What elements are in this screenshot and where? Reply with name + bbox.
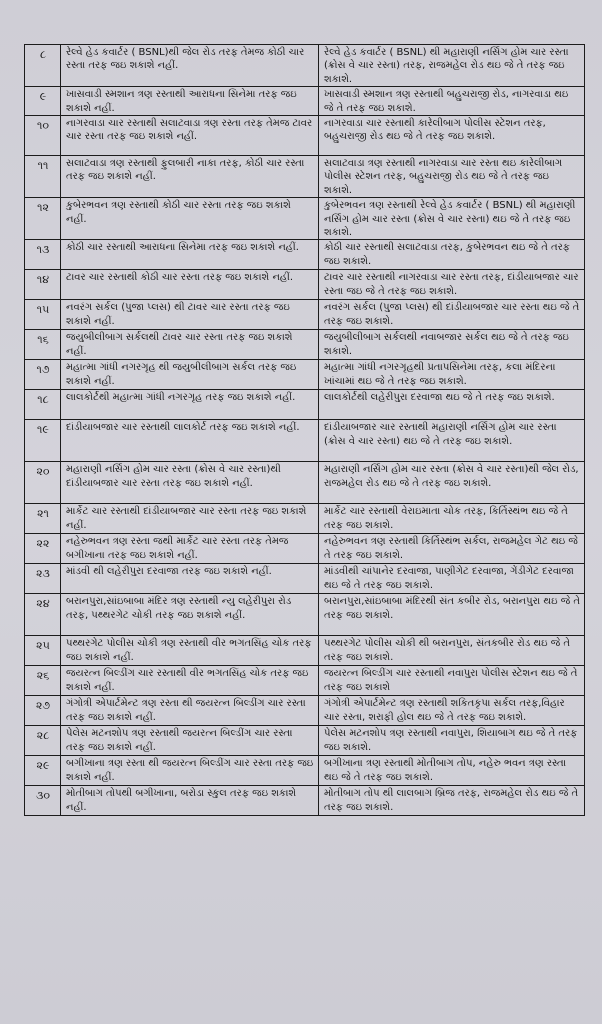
alternate-route: માંડવીથી ચાંપાનેર દરવાજા, પાણીગેટ દરવાજા, ગેંડીગેટ દરવાજા થઇ જે તે તરફ જઇ શકાશે.	[319, 564, 585, 594]
row-number: ૨૩	[25, 564, 61, 594]
table-row	[25, 45, 585, 87]
table-row	[25, 696, 585, 726]
restricted-route: રેલ્વે હેડ કવાર્ટર ( BSNL)થી જેલ રોડ તરફ તેમજ કોઠી ચાર રસ્તા તરફ જઇ શકાશે નહીં.	[61, 45, 319, 87]
table-body	[25, 45, 585, 816]
row-number: ૯	[25, 87, 61, 116]
alternate-route: જયુબીલીબાગ સર્કલથી નવાબજાર સર્કલ થઇ જે તે તરફ જઇ શકાશે.	[319, 330, 585, 360]
row-number: ૨૨	[25, 534, 61, 564]
row-number: ૧૦	[25, 116, 61, 156]
row-number: ૧૨	[25, 198, 61, 240]
alternate-route: પેલેસ મટનશોપ ત્રણ રસ્તાથી નવાપુરા, શિયાબાગ થઇ જે તે તરફ જઇ શકાશે.	[319, 726, 585, 756]
row-number: ૮	[25, 45, 61, 87]
table-row	[25, 462, 585, 504]
restricted-route: મહાત્મા ગાંધી નગરગૃહ થી જયુબીલીબાગ સર્કલ તરફ જઇ શકાશે નહીં.	[61, 360, 319, 390]
alternate-route: બરાનપુરા,સાંઇબાબા મંદિરથી સંત કબીર રોડ, બરાનપુરા થઇ જે તે તરફ જઇ શકાશે.	[319, 594, 585, 636]
table-row	[25, 564, 585, 594]
alternate-route: મોતીબાગ તોપ થી લાલબાગ બ્રિજ તરફ, રાજમહેલ રોડ થઇ જે તે તરફ જઇ શકાશે.	[319, 786, 585, 816]
table-row	[25, 726, 585, 756]
restricted-route: કોઠી ચાર રસ્તાથી આરાધના સિનેમા તરફ જઇ શકાશે નહીં.	[61, 240, 319, 270]
table-row	[25, 504, 585, 534]
row-number: ૧૩	[25, 240, 61, 270]
row-number: ૨૭	[25, 696, 61, 726]
row-number: ૧૮	[25, 390, 61, 420]
table-row	[25, 636, 585, 666]
table-row	[25, 786, 585, 816]
row-number: ૨૯	[25, 756, 61, 786]
restricted-route: નવરંગ સર્કલ (પુજા પ્લસ) થી ટાવર ચાર રસ્તા તરફ જઇ શકાશે નહીં.	[61, 300, 319, 330]
alternate-route: રેલ્વે હેડ કવાર્ટર ( BSNL) થી મહારાણી નર્સિંગ હોમ ચાર રસ્તા (ક્રોસ વે ચાર રસ્તા) તરફ, રાજમહેલ રોડ થઇ જે તે તરફ જઇ શકાશે.	[319, 45, 585, 87]
alternate-route: દાંડીયાબજાર ચાર રસ્તાથી મહારાણી નર્સિંગ હોમ ચાર રસ્તા (ક્રોસ વે ચાર રસ્તા) થઇ જે તે તરફ જઇ શકાશે.	[319, 420, 585, 462]
restricted-route: મોતીબાગ તોપથી બગીખાના, બરોડા સ્કુલ તરફ જઇ શકાશે નહીં.	[61, 786, 319, 816]
row-number: ૧૬	[25, 330, 61, 360]
restricted-route: માર્કેટ ચાર રસ્તાથી દાંડીયાબજાર ચાર રસ્તા તરફ જઇ શકાશે નહીં.	[61, 504, 319, 534]
table-row	[25, 534, 585, 564]
restricted-route: ગંગોત્રી એપાર્ટમેન્ટ ત્રણ રસ્તા થી જયરત્ન બિલ્ડીંગ ચાર રસ્તા તરફ જઇ શકાશે નહીં.	[61, 696, 319, 726]
alternate-route: મહારાણી નર્સિંગ હોમ ચાર રસ્તા (ક્રોસ વે ચાર રસ્તા)થી જેલ રોડ, રાજમહેલ રોડ થઇ જે તે તરફ જઇ શકાશે.	[319, 462, 585, 504]
row-number: ૧૧	[25, 156, 61, 198]
restricted-route: ટાવર ચાર રસ્તાથી કોઠી ચાર રસ્તા તરફ જઇ શકાશે નહીં.	[61, 270, 319, 300]
restricted-route: નહેરુભવન ત્રણ રસ્તા જથી માર્કેટ ચાર રસ્તા તરફ તેમજ બગીખાના તરફ જઇ શકાશે નહીં.	[61, 534, 319, 564]
alternate-route: પથ્થરગેટ પોલીસ ચોકી થી બરાનપુરા, સંતકબીર રોડ થઇ જે તે તરફ જઇ શકાશે.	[319, 636, 585, 666]
alternate-route: બગીખાના ત્રણ રસ્તાથી મોતીબાગ તોપ, નહેરુ ભવન ત્રણ રસ્તા થઇ જે તે તરફ જઇ શકાશે.	[319, 756, 585, 786]
table-row	[25, 198, 585, 240]
table-row	[25, 756, 585, 786]
table-row	[25, 420, 585, 462]
restricted-route: ખાસવાડી સ્મશાન ત્રણ રસ્તાથી આરાધના સિનેમા તરફ જઇ શકાશે નહીં.	[61, 87, 319, 116]
restricted-route: કુબેરભવન ત્રણ રસ્તાથી કોઠી ચાર રસ્તા તરફ જઇ શકાશે નહીં.	[61, 198, 319, 240]
row-number: ૨૧	[25, 504, 61, 534]
table-row	[25, 666, 585, 696]
restricted-route: દાંડીયાબજાર ચાર રસ્તાથી લાલકોર્ટ તરફ જઇ શકાશે નહીં.	[61, 420, 319, 462]
row-number: ૨૦	[25, 462, 61, 504]
alternate-route: નહેરુભવન ત્રણ રસ્તાથી કિર્તિસ્થંભ સર્કલ, રાજમહેલ ગેટ થઇ જે તે તરફ જઇ શકાશે.	[319, 534, 585, 564]
restricted-route: સલાટવાડા ત્રણ રસ્તાથી ફુલબારી નાકા તરફ, કોઠી ચાર રસ્તા તરફ જઇ શકાશે નહીં.	[61, 156, 319, 198]
table-row	[25, 156, 585, 198]
row-number: ૨૪	[25, 594, 61, 636]
alternate-route: જયરત્ન બિલ્ડીંગ ચાર રસ્તાથી નવાપુરા પોલીસ સ્ટેશન થઇ જે તે તરફ જઇ શકાશે	[319, 666, 585, 696]
alternate-route: ટાવર ચાર રસ્તાથી નાગરવાડા ચાર રસ્તા તરફ, દાંડીયાબજાર ચાર રસ્તા જઇ જે તે તરફ જઇ શકાશે.	[319, 270, 585, 300]
alternate-route: ગંગોત્રી એપાર્ટમેન્ટ ત્રણ રસ્તાથી શકિતકૃપા સર્કલ તરફ,વિહાર ચાર રસ્તા, શરાફી હોલ થઇ જે તે તરફ જઇ શકાશે.	[319, 696, 585, 726]
restricted-route: પેલેસ મટનશોપ ત્રણ રસ્તાથી જયરત્ન બિલ્ડીંગ ચાર રસ્તા તરફ જઇ શકાશે નહીં.	[61, 726, 319, 756]
table-row	[25, 330, 585, 360]
alternate-route: ખાસવાડી સ્મશાન ત્રણ રસ્તાથી બહુચરાજી રોડ, નાગરવાડા થઇ જે તે તરફ જઇ શકાશે.	[319, 87, 585, 116]
table-row	[25, 240, 585, 270]
alternate-route: સલાટવાડા ત્રણ રસ્તાથી નાગરવાડા ચાર રસ્તા થઇ કારેલીબાગ પોલીસ સ્ટેશન તરફ, બહુચરાજી રોડ થઇ જે તે તરફ જઇ શકાશે.	[319, 156, 585, 198]
alternate-route: કોઠી ચાર રસ્તાથી સલાટવાડા તરફ, કુબેરભવન થઇ જે તે તરફ જઇ શકાશે.	[319, 240, 585, 270]
row-number: ૩૦	[25, 786, 61, 816]
row-number: ૧૭	[25, 360, 61, 390]
restricted-route: માંડવી થી લહેરીપુરા દરવાજા તરફ જઇ શકાશે નહીં.	[61, 564, 319, 594]
table-row	[25, 116, 585, 156]
restricted-route: મહારાણી નર્સિંગ હોમ ચાર રસ્તા (ક્રોસ વે ચાર રસ્તા)થી દાંડીયાબજાર ચાર રસ્તા તરફ જઇ શકાશે નહીં.	[61, 462, 319, 504]
restricted-route: લાલકોર્ટથી મહાત્મા ગાંધી નગરગૃહ તરફ જઇ શકાશે નહીં.	[61, 390, 319, 420]
alternate-route: કુબેરભવન ત્રણ રસ્તાથી રેલ્વે હેડ કવાર્ટર ( BSNL) થી મહારાણી નર્સિંગ હોમ ચાર રસ્તા (ક્રોસ વે ચાર રસ્તા) થઇ જે તે તરફ જઇ શકાશે.	[319, 198, 585, 240]
alternate-route: નવરંગ સર્કલ (પુજા પ્લસ) થી દાંડીયાબજાર ચાર રસ્તા થઇ જે તે તરફ જઇ શકાશે.	[319, 300, 585, 330]
row-number: ૨૮	[25, 726, 61, 756]
restricted-route: નાગરવાડા ચાર રસ્તાથી સલાટવાડા ત્રણ રસ્તા તરફ તેમજ ટાવર ચાર રસ્તા તરફ જઇ શકાશે નહીં.	[61, 116, 319, 156]
row-number: ૨૫	[25, 636, 61, 666]
row-number: ૧૪	[25, 270, 61, 300]
alternate-route: નાગરવાડા ચાર રસ્તાથી કારેલીબાગ પોલીસ સ્ટેશન તરફ, બહુચરાજી રોડ થઇ જે તે તરફ જઇ શકાશે.	[319, 116, 585, 156]
table-row	[25, 87, 585, 116]
table-row	[25, 594, 585, 636]
restricted-route: જયુબીલીબાગ સર્કલથી ટાવર ચાર રસ્તા તરફ જઇ શકાશે નહીં.	[61, 330, 319, 360]
alternate-route: મહાત્મા ગાંધી નગરગૃહથી પ્રતાપસિનેમા તરફ, કલા મંદિરના ખાંચામાં થઇ જે તે તરફ જઇ શકાશે.	[319, 360, 585, 390]
route-diversion-table	[24, 44, 585, 816]
row-number: ૧૯	[25, 420, 61, 462]
restricted-route: પથ્થરગેટ પોલીસ ચોકી ત્રણ રસ્તાથી વીર ભગતસિંહ ચોક તરફ જઇ શકાશે નહીં.	[61, 636, 319, 666]
table-row	[25, 390, 585, 420]
table-row	[25, 300, 585, 330]
restricted-route: બગીખાના ત્રણ રસ્તા થી જયરત્ન બિલ્ડીંગ ચાર રસ્તા તરફ જઇ શકાશે નહીં.	[61, 756, 319, 786]
row-number: ૨૬	[25, 666, 61, 696]
row-number: ૧૫	[25, 300, 61, 330]
restricted-route: જયરત્ન બિલ્ડીંગ ચાર રસ્તાથી વીર ભગતસિંહ ચોક તરફ જઇ શકાશે નહીં.	[61, 666, 319, 696]
alternate-route: માર્કેટ ચાર રસ્તાથી વેરાઇમાતા ચોક તરફ, કિર્તિસ્થંભ થઇ જે તે તરફ જઇ શકાશે.	[319, 504, 585, 534]
table-row	[25, 270, 585, 300]
table-row	[25, 360, 585, 390]
restricted-route: બરાનપુરા,સાંઇબાબા મંદિર ત્રણ રસ્તાથી ન્યુ લહેરીપુરા રોડ તરફ, પથ્થરગેટ ચોકી તરફ જઇ શકાશે નહીં.	[61, 594, 319, 636]
alternate-route: લાલકોર્ટથી લહેરીપુરા દરવાજા થઇ જે તે તરફ જઇ શકાશે.	[319, 390, 585, 420]
